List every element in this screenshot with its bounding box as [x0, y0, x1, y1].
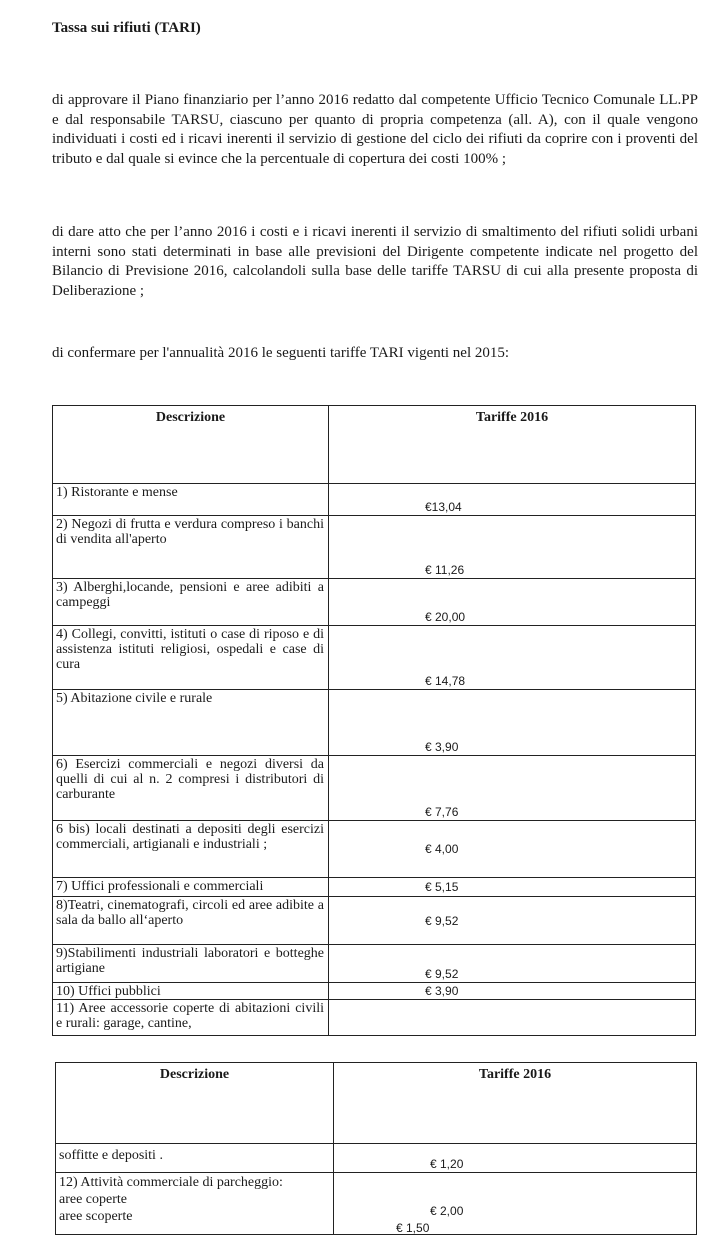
row-descrizione: 5) Abitazione civile e rurale [53, 690, 329, 756]
row-tariffa [334, 1173, 697, 1235]
row-descrizione: 6) Esercizi commerciali e negozi diversi da quelli di cui al n. 2 compresi i distributori di carburante [53, 756, 329, 821]
table-row [53, 945, 696, 983]
paragraph-conferma-tariffe: di confermare per l'annualità 2016 le seguenti tariffe TARI vigenti nel 2015: [52, 345, 510, 361]
table-row [53, 897, 696, 945]
row-descrizione: 8)Teatri, cinematografi, circoli ed aree adibite a sala da ballo all‘aperto [53, 897, 329, 945]
row-descrizione: soffitte e depositi . [56, 1144, 334, 1173]
row-descrizione: 2) Negozi di frutta e verdura compreso i banchi di vendita all'aperto [53, 516, 329, 579]
tariffe-table-1 [52, 405, 696, 1036]
column-header-tariffe: Tariffe 2016 [334, 1063, 697, 1144]
table-row [53, 690, 696, 756]
column-header-descrizione: Descrizione [53, 406, 329, 484]
row-descrizione: 4) Collegi, convitti, istituti o case di riposo e di assistenza istituti religiosi, ospedali e case di cura [53, 626, 329, 690]
row-tariffa: € 9,52 [329, 897, 696, 945]
row-tariffa: € 9,52 [329, 945, 696, 983]
table-row [53, 579, 696, 626]
row-descrizione: 11) Aree accessorie coperte di abitazioni civili e rurali: garage, cantine, [53, 1000, 329, 1036]
tariffa-aree-coperte: € 2,00 [430, 1204, 464, 1218]
column-header-tariffe: Tariffe 2016 [329, 406, 696, 484]
row-tariffa: €13,04 [329, 484, 696, 516]
tariffa-aree-scoperte: € 1,50 [396, 1221, 430, 1235]
table-row [53, 516, 696, 579]
row-tariffa: € 20,00 [329, 579, 696, 626]
table-header-row [56, 1063, 697, 1144]
table-header-row [53, 406, 696, 484]
row-descrizione: 10) Uffici pubblici [53, 983, 329, 1000]
row-descrizione: 1) Ristorante e mense [53, 484, 329, 516]
row-tariffa: € 1,20 [334, 1144, 697, 1173]
table-row [56, 1144, 697, 1173]
table-row [53, 626, 696, 690]
row-descrizione: 3) Alberghi,locande, pensioni e aree adibiti a campeggi [53, 579, 329, 626]
paragraph-piano-finanziario: di approvare il Piano finanziario per l’anno 2016 redatto dal competente Ufficio Tecnico Comunale LL.PP e dal responsabile TARSU, ciascuno per quanto di propria competenza (all. A), con il quale vengono individuati i costi ed i ricavi inerenti il servizio di gestione del ciclo dei rifiuti da coprire con i proventi del tributo e dal quale si evince che la percentuale di copertura dei costi 100% ; [52, 92, 698, 167]
row-tariffa: € 5,15 [329, 878, 696, 897]
row-tariffa: € 11,26 [329, 516, 696, 579]
column-header-descrizione: Descrizione [56, 1063, 334, 1144]
row-tariffa: € 3,90 [329, 690, 696, 756]
row-descrizione-line: aree coperte [59, 1192, 127, 1207]
table-row [56, 1173, 697, 1235]
row-tariffa: € 14,78 [329, 626, 696, 690]
row-tariffa [329, 1000, 696, 1036]
row-tariffa: € 3,90 [329, 983, 696, 1000]
table-row [53, 484, 696, 516]
table-row [53, 1000, 696, 1036]
table-row [53, 821, 696, 878]
tariffe-table-2 [55, 1062, 697, 1235]
table-row [53, 756, 696, 821]
row-descrizione-line: aree scoperte [59, 1209, 133, 1224]
document-title: Tassa sui rifiuti (TARI) [52, 20, 201, 36]
row-tariffa: € 7,76 [329, 756, 696, 821]
paragraph-costi-ricavi: di dare atto che per l’anno 2016 i costi e i ricavi inerenti il servizio di smaltimento del rifiuti solidi urbani interni sono stati determinati in base alle previsioni del Dirigente competente indicate nel progetto del Bilancio di Previsione 2016, calcolandoli sulla base delle tariffe TARSU di cui alla presente proposta di Deliberazione ; [52, 224, 698, 299]
row-descrizione [56, 1173, 334, 1235]
row-descrizione: 9)Stabilimenti industriali laboratori e botteghe artigiane [53, 945, 329, 983]
table-row [53, 983, 696, 1000]
table-row [53, 878, 696, 897]
row-descrizione-line: 12) Attività commerciale di parcheggio: [59, 1175, 283, 1190]
row-descrizione: 7) Uffici professionali e commerciali [53, 878, 329, 897]
row-descrizione: 6 bis) locali destinati a depositi degli esercizi commerciali, artigianali e industriali ; [53, 821, 329, 878]
row-tariffa: € 4,00 [329, 821, 696, 878]
